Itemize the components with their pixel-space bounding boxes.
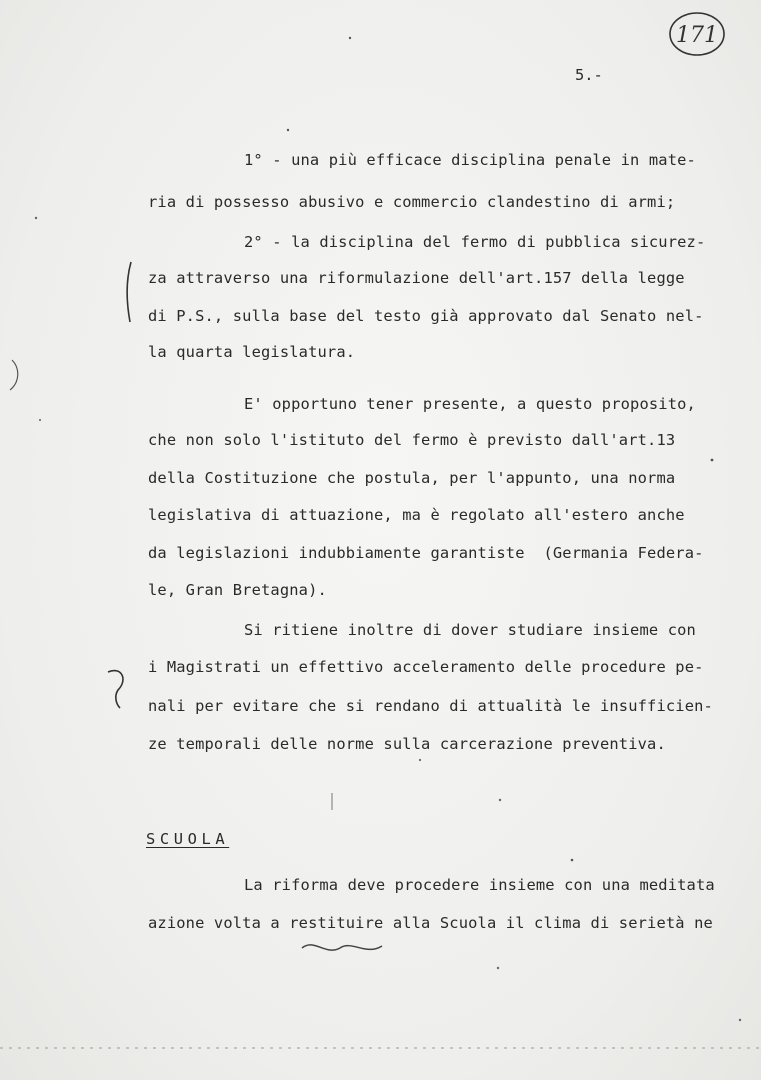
underline-squiggle-icon: [302, 945, 382, 950]
section-heading: SCUOLA: [146, 830, 230, 848]
text-line: azione volta a restituire alla Scuola il clima di serietà ne: [148, 914, 713, 932]
text-line: le, Gran Bretagna).: [148, 581, 327, 599]
margin-question-mark-icon: [108, 671, 123, 708]
stamp-number-text: 171: [676, 23, 718, 48]
text-line: la quarta legislatura.: [148, 343, 356, 361]
margin-bracket-icon: [127, 262, 131, 322]
text-line: i Magistrati un effettivo acceleramento delle procedure pe-: [148, 658, 704, 676]
text-line: da legislazioni indubbiamente garantiste (Germania Federa-: [148, 544, 704, 562]
text-line: nali per evitare che si rendano di attualità le insufficien-: [148, 697, 713, 715]
text-line: 2° - la disciplina del fermo di pubblica sicurez-: [244, 233, 706, 251]
text-line: legislativa di attuazione, ma è regolato all'estero anche: [148, 506, 685, 524]
margin-curve-icon: [10, 360, 18, 390]
text-line: ria di possesso abusivo e commercio clandestino di armi;: [148, 193, 676, 211]
text-line: 1° - una più efficace disciplina penale in mate-: [244, 151, 696, 169]
text-line: che non solo l'istituto del fermo è previsto dall'art.13: [148, 431, 676, 449]
text-line: di P.S., sulla base del testo già approvato dal Senato nel-: [148, 307, 704, 325]
text-line: Si ritiene inoltre di dover studiare insieme con: [244, 621, 696, 639]
text-line: La riforma deve procedere insieme con una meditata: [244, 876, 715, 894]
text-line: ze temporali delle norme sulla carcerazione preventiva.: [148, 735, 666, 753]
page-number: 5.-: [575, 66, 603, 84]
text-line: E' opportuno tener presente, a questo proposito,: [244, 395, 696, 413]
text-line: della Costituzione che postula, per l'appunto, una norma: [148, 469, 676, 487]
text-line: za attraverso una riformulazione dell'art.157 della legge: [148, 269, 685, 287]
